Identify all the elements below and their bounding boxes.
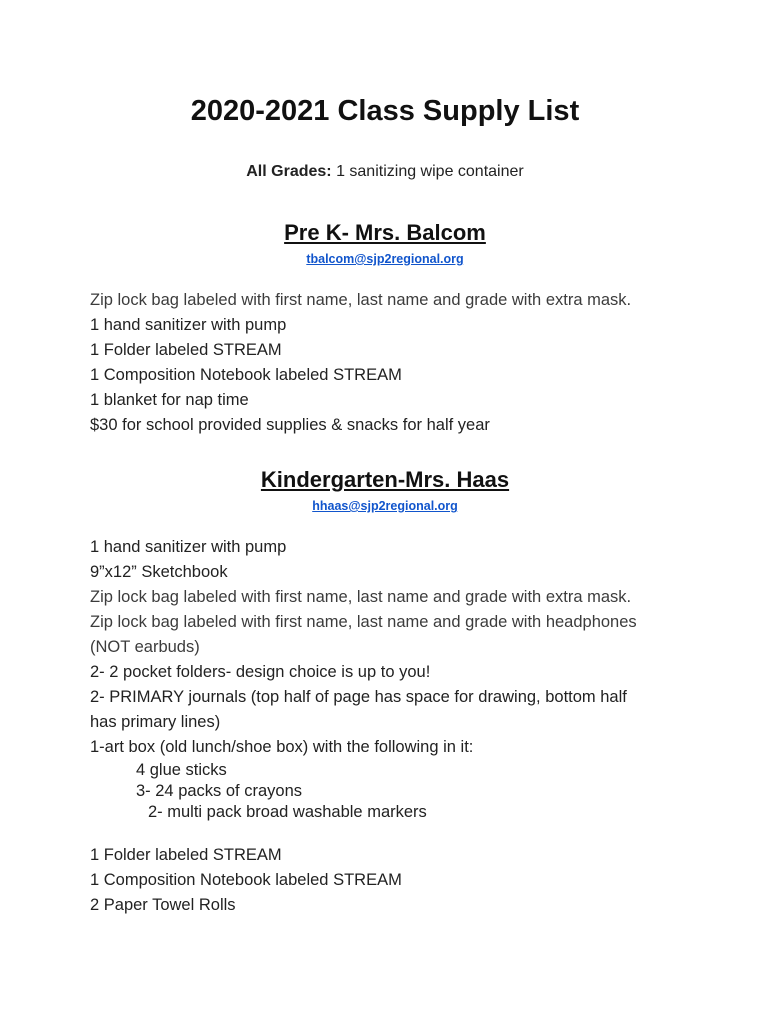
list-item: has primary lines) — [90, 713, 221, 731]
list-item: 2- 2 pocket folders- design choice is up to you! — [90, 663, 431, 681]
list-item: 1 Composition Notebook labeled STREAM — [90, 366, 402, 384]
all-grades-label: All Grades: — [246, 163, 332, 180]
list-item: Zip lock bag labeled with first name, last name and grade with extra mask. — [90, 291, 632, 309]
list-item: 1 hand sanitizer with pump — [90, 538, 287, 556]
list-item: 1 Folder labeled STREAM — [90, 341, 282, 359]
list-item: 1 blanket for nap time — [90, 391, 249, 409]
all-grades-line — [0, 163, 770, 181]
email-link-prek[interactable]: tbalcom@sjp2regional.org — [306, 252, 464, 266]
list-item: $30 for school provided supplies & snacks for half year — [90, 416, 490, 434]
list-item: 4 glue sticks — [136, 761, 227, 779]
list-item: (NOT earbuds) — [90, 638, 200, 656]
list-item: 3- 24 packs of crayons — [136, 782, 302, 800]
supply-list-prek — [90, 288, 690, 438]
list-item: Zip lock bag labeled with first name, last name and grade with headphones — [90, 613, 637, 631]
list-item: 1-art box (old lunch/shoe box) with the following in it: — [90, 738, 474, 756]
section-heading-prek: Pre K- Mrs. Balcom — [284, 220, 486, 245]
list-item: 2- PRIMARY journals (top half of page has space for drawing, bottom half — [90, 688, 627, 706]
all-grades-text: 1 sanitizing wipe container — [336, 163, 524, 180]
list-item: 9”x12” Sketchbook — [90, 563, 228, 581]
list-item: 2- multi pack broad washable markers — [148, 803, 427, 821]
list-item: 2 Paper Towel Rolls — [90, 896, 236, 914]
list-item: 1 hand sanitizer with pump — [90, 316, 287, 334]
list-item: 1 Folder labeled STREAM — [90, 846, 282, 864]
section-heading-kindergarten: Kindergarten-Mrs. Haas — [260, 467, 510, 492]
email-link-kindergarten[interactable]: hhaas@sjp2regional.org — [312, 499, 458, 513]
supply-list-kindergarten-continued — [90, 843, 690, 918]
supply-list-kindergarten — [90, 535, 690, 823]
list-item: 1 Composition Notebook labeled STREAM — [90, 871, 402, 889]
page-title: 2020-2021 Class Supply List — [190, 95, 580, 127]
list-item: Zip lock bag labeled with first name, last name and grade with extra mask. — [90, 588, 632, 606]
